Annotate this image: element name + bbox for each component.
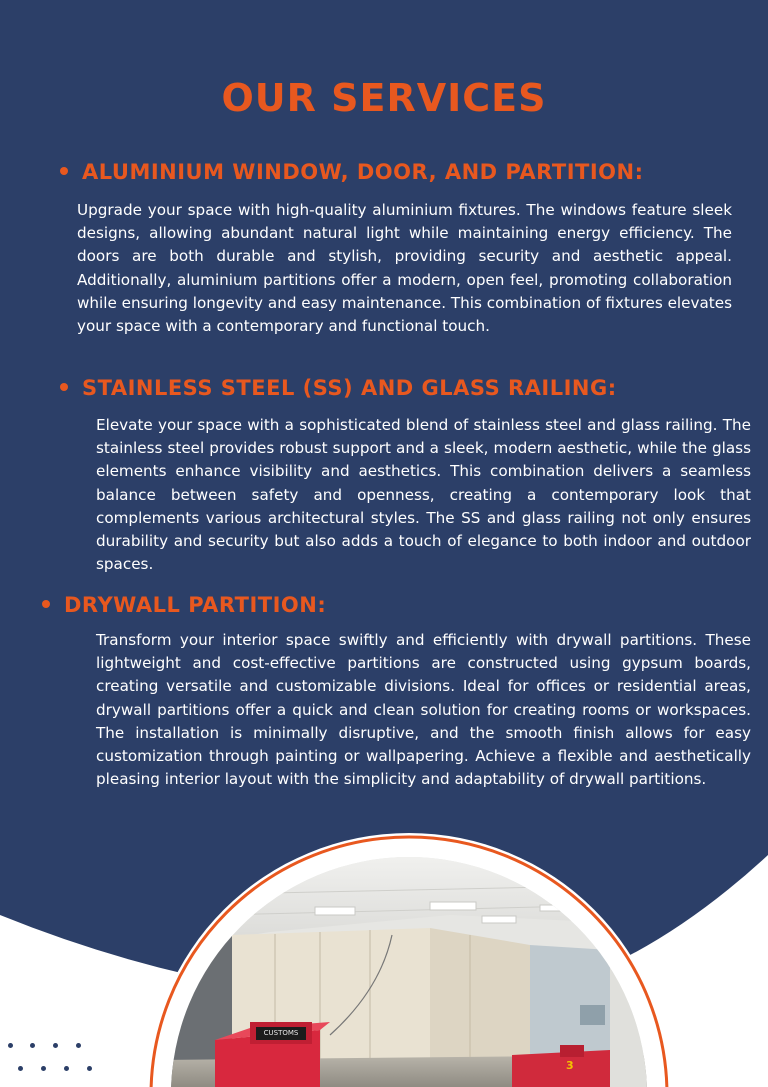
service-body-railing: Elevate your space with a sophisticated blend of stainless steel and glass railing. The stainless steel provides robust support and a sleek, modern aesthetic, while the glass elements enhance visibility and aesthetics. This combination delivers a seamless balance between safety and openness, creating a contemporary look that complements various architectural styles. The SS and glass railing not only ensures durability and security but also adds a touch of elegance to both indoor and outdoor spaces. (96, 416, 751, 574)
service-heading-text: DRYWALL PARTITION: (64, 593, 327, 617)
service-heading-text: ALUMINIUM WINDOW, DOOR, AND PARTITION: (82, 160, 644, 184)
bullet-icon (60, 167, 68, 175)
counter-number-label: 3 (566, 1059, 574, 1072)
decorative-dots (0, 1040, 100, 1080)
service-body-drywall: Transform your interior space swiftly and efficiently with drywall partitions. These lightweight and cost-effective partitions are constructed using gypsum boards, creating versatile and customizable divisions. Ideal for offices or residential areas, drywall partitions offer a quick and clean solution for creating rooms or workspaces. The installation is minimally disruptive, and the smooth finish allows for easy customization through painting or wallpapering. Achieve a flexible and aesthetically pleasing interior layout with the simplicity and adaptability of drywall partitions. (96, 631, 751, 789)
service-heading-railing (60, 376, 617, 400)
bullet-icon (42, 600, 50, 608)
service-heading-drywall (42, 593, 326, 617)
customs-sign-label: CUSTOMS (263, 1029, 299, 1037)
service-heading-aluminium (60, 160, 643, 184)
service-body-aluminium: Upgrade your space with high-quality aluminium fixtures. The windows feature sleek designs, allowing abundant natural light while maintaining energy efficiency. The doors are both durable and stylish, providing security and aesthetic appeal. Additionally, aluminium partitions offer a modern, open feel, promoting collaboration while ensuring longevity and easy maintenance. This combination of fixtures elevates your space with a contemporary and functional touch. (77, 201, 732, 336)
service-heading-text: STAINLESS STEEL (SS) AND GLASS RAILING: (82, 376, 617, 400)
page-title: OUR SERVICES (221, 76, 547, 120)
bullet-icon (60, 383, 68, 391)
